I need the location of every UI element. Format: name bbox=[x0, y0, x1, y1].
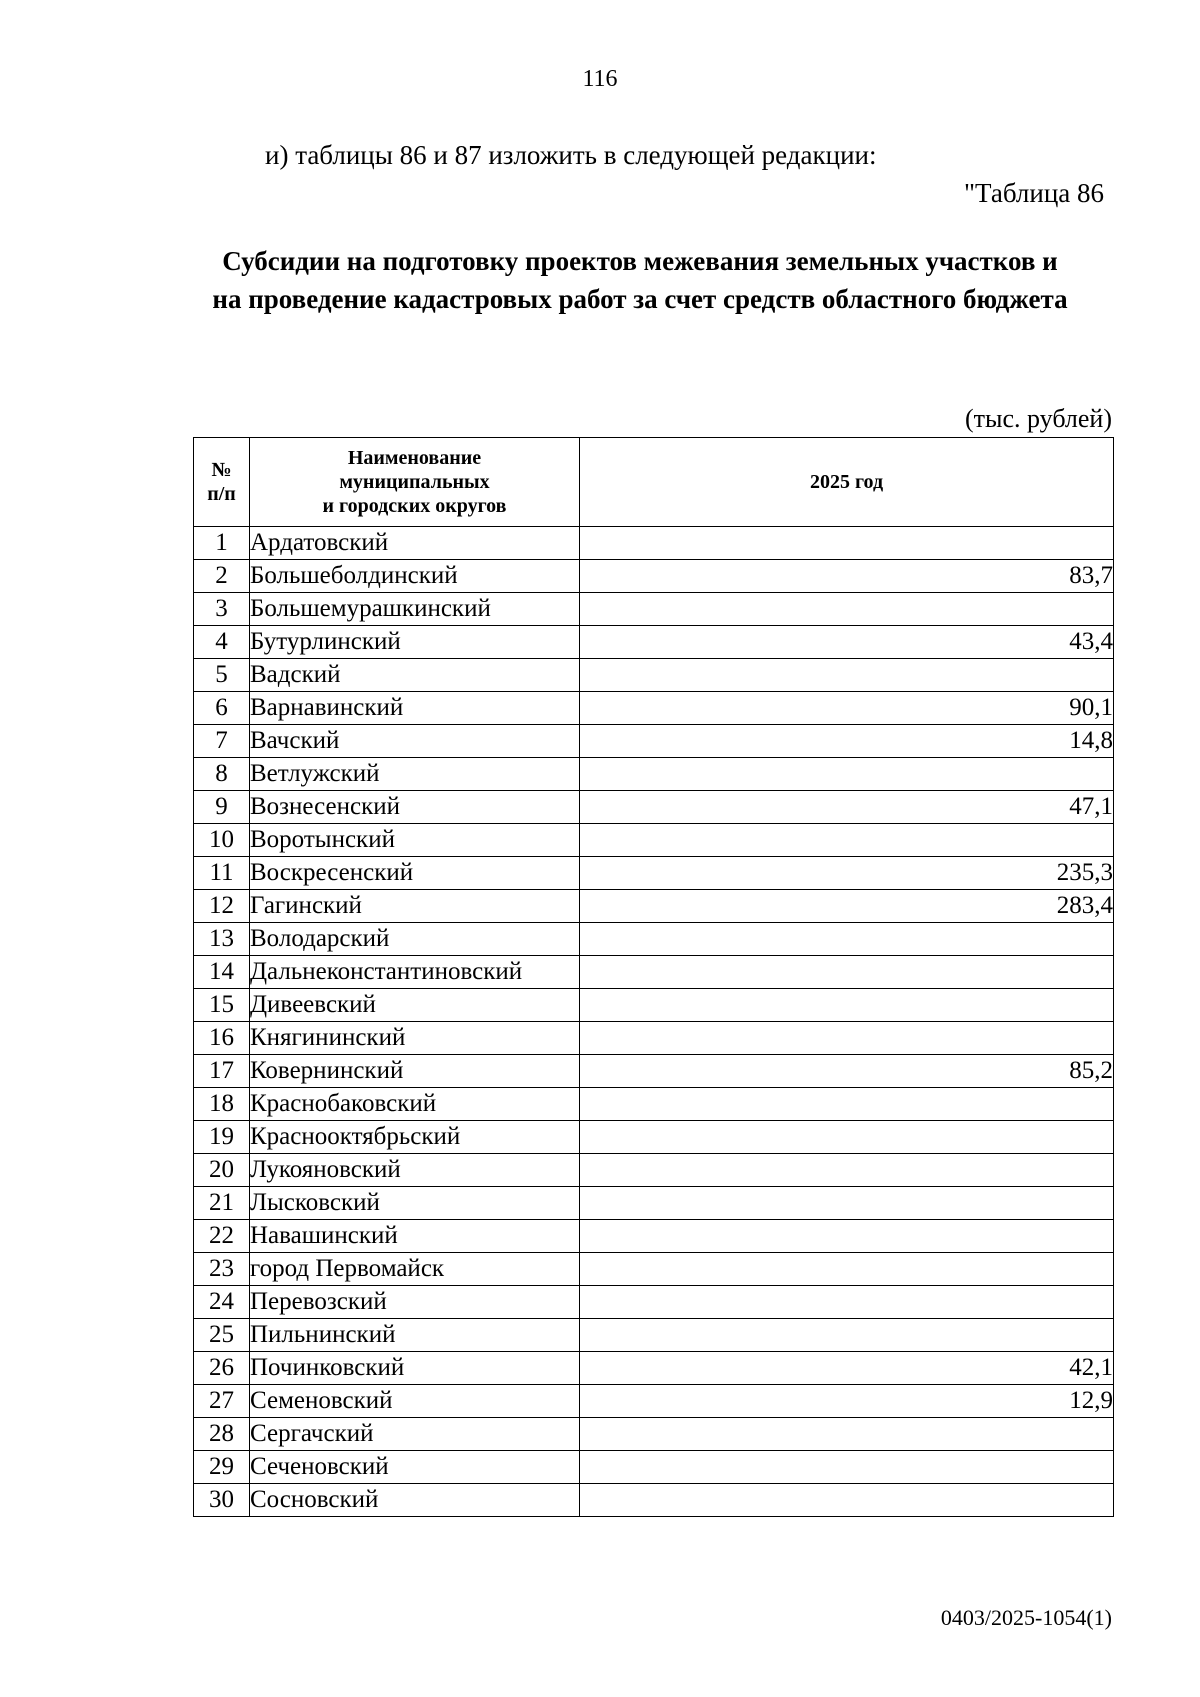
subsidy-value-cell bbox=[580, 989, 1114, 1022]
table-row bbox=[194, 527, 1114, 560]
district-name-cell: Дивеевский bbox=[250, 989, 580, 1022]
table-row bbox=[194, 593, 1114, 626]
subsidy-value-cell bbox=[580, 956, 1114, 989]
district-name-cell: Сеченовский bbox=[250, 1451, 580, 1484]
district-name-cell: Пильнинский bbox=[250, 1319, 580, 1352]
subsidy-value-cell: 83,7 bbox=[580, 560, 1114, 593]
row-number-cell: 4 bbox=[194, 626, 250, 659]
subsidy-value-cell bbox=[580, 923, 1114, 956]
district-name-cell: Починковский bbox=[250, 1352, 580, 1385]
table-row bbox=[194, 1055, 1114, 1088]
row-number-cell: 12 bbox=[194, 890, 250, 923]
row-number-cell: 29 bbox=[194, 1451, 250, 1484]
row-number-cell: 15 bbox=[194, 989, 250, 1022]
row-number-cell: 16 bbox=[194, 1022, 250, 1055]
subsidy-value-cell bbox=[580, 758, 1114, 791]
table-row bbox=[194, 923, 1114, 956]
title-line-1: Субсидии на подготовку проектов межевания земельных участков и bbox=[222, 246, 1058, 276]
header-number bbox=[194, 438, 250, 527]
subsidy-value-cell: 235,3 bbox=[580, 857, 1114, 890]
table-row bbox=[194, 692, 1114, 725]
table-row bbox=[194, 659, 1114, 692]
subsidy-value-cell bbox=[580, 1319, 1114, 1352]
table-row bbox=[194, 1220, 1114, 1253]
subsidy-value-cell bbox=[580, 1220, 1114, 1253]
district-name-cell: Варнавинский bbox=[250, 692, 580, 725]
table-row bbox=[194, 1418, 1114, 1451]
district-name-cell: Сосновский bbox=[250, 1484, 580, 1517]
table-row bbox=[194, 1319, 1114, 1352]
header-year: 2025 год bbox=[580, 438, 1114, 527]
subsidy-value-cell bbox=[580, 824, 1114, 857]
table-row bbox=[194, 956, 1114, 989]
table-row bbox=[194, 890, 1114, 923]
table-row bbox=[194, 758, 1114, 791]
district-name-cell: Лысковский bbox=[250, 1187, 580, 1220]
header-number-line-2: п/п bbox=[207, 483, 236, 505]
table-row bbox=[194, 1088, 1114, 1121]
subsidy-value-cell bbox=[580, 1154, 1114, 1187]
table-row bbox=[194, 1484, 1114, 1517]
row-number-cell: 11 bbox=[194, 857, 250, 890]
row-number-cell: 26 bbox=[194, 1352, 250, 1385]
subsidy-value-cell: 47,1 bbox=[580, 791, 1114, 824]
table-reference: "Таблица 86 bbox=[964, 178, 1104, 208]
row-number-cell: 23 bbox=[194, 1253, 250, 1286]
district-name-cell: Навашинский bbox=[250, 1220, 580, 1253]
subsidy-value-cell bbox=[580, 1451, 1114, 1484]
units-label: (тыс. рублей) bbox=[964, 404, 1112, 433]
row-number-cell: 27 bbox=[194, 1385, 250, 1418]
subsidy-value-cell bbox=[580, 593, 1114, 626]
table-row bbox=[194, 989, 1114, 1022]
row-number-cell: 18 bbox=[194, 1088, 250, 1121]
row-number-cell: 1 bbox=[194, 527, 250, 560]
subsidy-value-cell bbox=[580, 1121, 1114, 1154]
header-name-line-2: муниципальных bbox=[339, 471, 490, 493]
row-number-cell: 30 bbox=[194, 1484, 250, 1517]
district-name-cell: Ковернинский bbox=[250, 1055, 580, 1088]
district-name-cell: Княгининский bbox=[250, 1022, 580, 1055]
row-number-cell: 22 bbox=[194, 1220, 250, 1253]
subsidy-value-cell bbox=[580, 1484, 1114, 1517]
document-title bbox=[170, 242, 1110, 318]
table-row bbox=[194, 1154, 1114, 1187]
document-code: 0403/2025-1054(1) bbox=[940, 1605, 1112, 1630]
subsidy-table bbox=[193, 437, 1114, 1517]
subsidy-value-cell bbox=[580, 659, 1114, 692]
row-number-cell: 14 bbox=[194, 956, 250, 989]
district-name-cell: Гагинский bbox=[250, 890, 580, 923]
district-name-cell: Большеболдинский bbox=[250, 560, 580, 593]
row-number-cell: 24 bbox=[194, 1286, 250, 1319]
subsidy-value-cell bbox=[580, 1418, 1114, 1451]
table-row bbox=[194, 1451, 1114, 1484]
subsidy-value-cell bbox=[580, 1022, 1114, 1055]
subsidy-value-cell: 14,8 bbox=[580, 725, 1114, 758]
header-number-line-1: № bbox=[211, 459, 232, 481]
district-name-cell: Большемурашкинский bbox=[250, 593, 580, 626]
subsidy-value-cell: 12,9 bbox=[580, 1385, 1114, 1418]
district-name-cell: Краснооктябрьский bbox=[250, 1121, 580, 1154]
district-name-cell: Дальнеконстантиновский bbox=[250, 956, 580, 989]
district-name-cell: Воротынский bbox=[250, 824, 580, 857]
district-name-cell: Володарский bbox=[250, 923, 580, 956]
subsidy-value-cell: 90,1 bbox=[580, 692, 1114, 725]
district-name-cell: Бутурлинский bbox=[250, 626, 580, 659]
table-row bbox=[194, 626, 1114, 659]
table-row bbox=[194, 1187, 1114, 1220]
district-name-cell: Сергачский bbox=[250, 1418, 580, 1451]
row-number-cell: 7 bbox=[194, 725, 250, 758]
district-name-cell: город Первомайск bbox=[250, 1253, 580, 1286]
row-number-cell: 21 bbox=[194, 1187, 250, 1220]
row-number-cell: 25 bbox=[194, 1319, 250, 1352]
subsidy-value-cell bbox=[580, 1187, 1114, 1220]
district-name-cell: Ардатовский bbox=[250, 527, 580, 560]
table-row bbox=[194, 857, 1114, 890]
page-number: 116 bbox=[582, 66, 618, 92]
row-number-cell: 19 bbox=[194, 1121, 250, 1154]
table-row bbox=[194, 1121, 1114, 1154]
subsidy-value-cell bbox=[580, 527, 1114, 560]
table-row bbox=[194, 1352, 1114, 1385]
row-number-cell: 17 bbox=[194, 1055, 250, 1088]
district-name-cell: Вадский bbox=[250, 659, 580, 692]
district-name-cell: Лукояновский bbox=[250, 1154, 580, 1187]
subsidy-value-cell bbox=[580, 1253, 1114, 1286]
district-name-cell: Вознесенский bbox=[250, 791, 580, 824]
row-number-cell: 6 bbox=[194, 692, 250, 725]
subsidy-value-cell bbox=[580, 1286, 1114, 1319]
row-number-cell: 13 bbox=[194, 923, 250, 956]
district-name-cell: Перевозский bbox=[250, 1286, 580, 1319]
district-name-cell: Краснобаковский bbox=[250, 1088, 580, 1121]
table-row bbox=[194, 725, 1114, 758]
district-name-cell: Ветлужский bbox=[250, 758, 580, 791]
row-number-cell: 20 bbox=[194, 1154, 250, 1187]
row-number-cell: 9 bbox=[194, 791, 250, 824]
district-name-cell: Вачский bbox=[250, 725, 580, 758]
row-number-cell: 5 bbox=[194, 659, 250, 692]
subsidy-value-cell bbox=[580, 1088, 1114, 1121]
district-name-cell: Воскресенский bbox=[250, 857, 580, 890]
table-header-row bbox=[194, 438, 1114, 527]
row-number-cell: 8 bbox=[194, 758, 250, 791]
row-number-cell: 10 bbox=[194, 824, 250, 857]
row-number-cell: 3 bbox=[194, 593, 250, 626]
table-body bbox=[194, 527, 1114, 1517]
table-row bbox=[194, 560, 1114, 593]
table-row bbox=[194, 1286, 1114, 1319]
row-number-cell: 28 bbox=[194, 1418, 250, 1451]
header-name bbox=[250, 438, 580, 527]
table-row bbox=[194, 791, 1114, 824]
table-row bbox=[194, 824, 1114, 857]
subsidy-value-cell: 85,2 bbox=[580, 1055, 1114, 1088]
district-name-cell: Семеновский bbox=[250, 1385, 580, 1418]
subsidy-value-cell: 43,4 bbox=[580, 626, 1114, 659]
row-number-cell: 2 bbox=[194, 560, 250, 593]
header-name-line-1: Наименование bbox=[347, 447, 482, 469]
intro-text: и) таблицы 86 и 87 изложить в следующей редакции: bbox=[265, 140, 877, 170]
subsidy-value-cell: 283,4 bbox=[580, 890, 1114, 923]
table-row bbox=[194, 1022, 1114, 1055]
table-row bbox=[194, 1385, 1114, 1418]
table-row bbox=[194, 1253, 1114, 1286]
header-name-line-3: и городских округов bbox=[322, 495, 507, 517]
subsidy-value-cell: 42,1 bbox=[580, 1352, 1114, 1385]
title-line-2: на проведение кадастровых работ за счет средств областного бюджета bbox=[212, 284, 1068, 314]
